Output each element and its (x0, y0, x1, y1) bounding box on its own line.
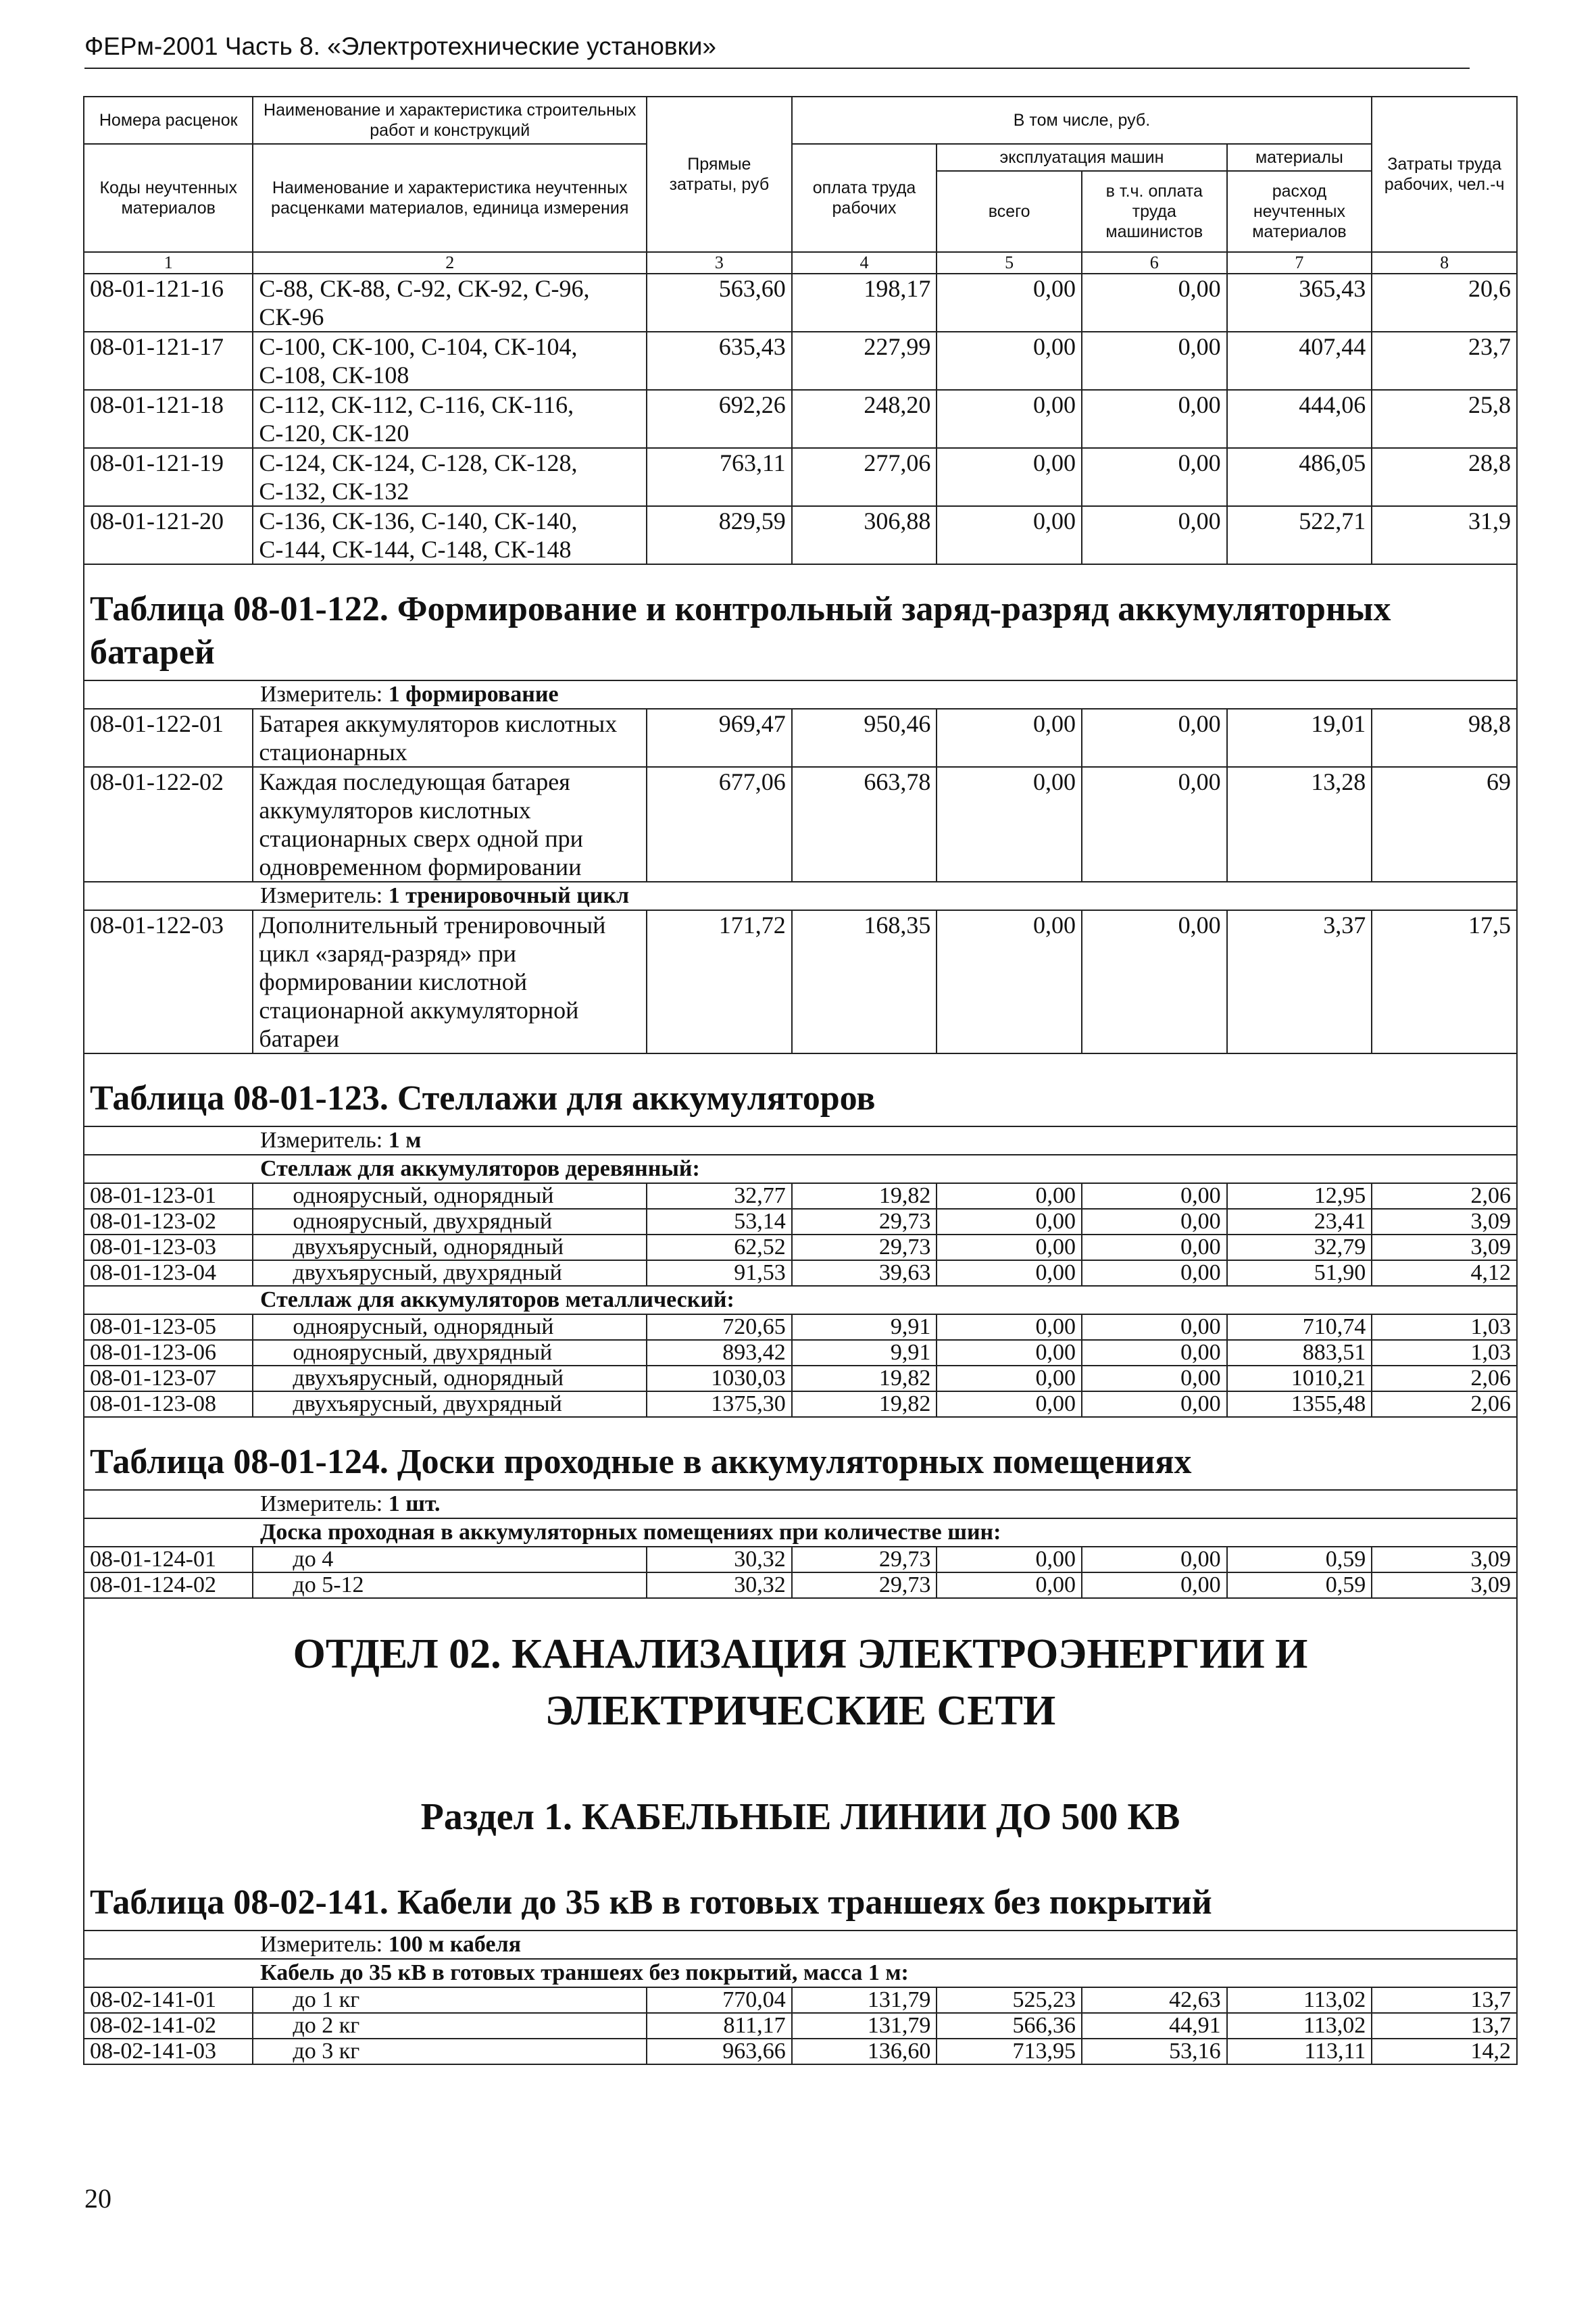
col-index: 3 (647, 252, 792, 274)
rate-code: 08-01-121-16 (84, 274, 253, 332)
direct-cost: 62,52 (647, 1235, 792, 1260)
table-title-row (84, 1053, 1517, 1126)
materials-cost: 3,37 (1227, 910, 1372, 1053)
direct-cost: 770,04 (647, 1987, 792, 2013)
table-row (84, 506, 1517, 564)
machines-cost: 0,00 (937, 390, 1082, 448)
rate-code: 08-01-123-02 (84, 1209, 253, 1235)
machines-cost: 0,00 (937, 1209, 1082, 1235)
direct-cost: 1030,03 (647, 1366, 792, 1391)
rate-code: 08-01-121-18 (84, 390, 253, 448)
materials-cost: 113,02 (1227, 1987, 1372, 2013)
group-header: Кабель до 35 кВ в готовых траншеях без покрытий, масса 1 м: (84, 1959, 1517, 1987)
machinist-wage: 0,00 (1082, 767, 1227, 882)
table-row (84, 1235, 1517, 1260)
machinist-wage: 0,00 (1082, 506, 1227, 564)
machinist-wage: 0,00 (1082, 1366, 1227, 1391)
table-row (84, 390, 1517, 448)
labor-cost: 13,7 (1372, 1987, 1517, 2013)
rate-name: двухъярусный, двухрядный (253, 1260, 647, 1286)
rate-code: 08-01-121-17 (84, 332, 253, 390)
machines-cost: 0,00 (937, 1260, 1082, 1286)
labor-cost: 1,03 (1372, 1314, 1517, 1340)
table-title: Таблица 08-01-124. Доски проходные в аккумуляторных помещениях (84, 1417, 1517, 1490)
col-header-materials: материалы (1227, 144, 1372, 171)
labor-cost: 2,06 (1372, 1183, 1517, 1209)
col-index: 1 (84, 252, 253, 274)
table-row (84, 910, 1517, 1053)
wage-cost: 277,06 (792, 448, 937, 506)
rate-code: 08-01-121-20 (84, 506, 253, 564)
column-index-row (84, 252, 1517, 274)
machinist-wage: 0,00 (1082, 1260, 1227, 1286)
wage-cost: 663,78 (792, 767, 937, 882)
rate-name: двухъярусный, однорядный (253, 1235, 647, 1260)
group-header: Стеллаж для аккумуляторов деревянный: (84, 1155, 1517, 1183)
rate-name: С-88, СК-88, С-92, СК-92, С-96, СК-96 (253, 274, 647, 332)
wage-cost: 39,63 (792, 1260, 937, 1286)
col-index: 4 (792, 252, 937, 274)
machines-cost: 525,23 (937, 1987, 1082, 2013)
wage-cost: 19,82 (792, 1391, 937, 1417)
machinist-wage: 0,00 (1082, 1391, 1227, 1417)
direct-cost: 963,66 (647, 2039, 792, 2064)
rate-name: одноярусный, однорядный (253, 1183, 647, 1209)
rate-name: одноярусный, двухрядный (253, 1209, 647, 1235)
table-row (84, 1391, 1517, 1417)
labor-cost: 17,5 (1372, 910, 1517, 1053)
labor-cost: 13,7 (1372, 2013, 1517, 2039)
section-heading-row (84, 1753, 1517, 1881)
unit-measure: Измеритель: 1 тренировочный цикл (84, 882, 1517, 910)
rate-code: 08-01-122-03 (84, 910, 253, 1053)
machines-cost: 0,00 (937, 709, 1082, 767)
labor-cost: 31,9 (1372, 506, 1517, 564)
materials-cost: 12,95 (1227, 1183, 1372, 1209)
rate-name: до 2 кг (253, 2013, 647, 2039)
department-heading: ОТДЕЛ 02. КАНАЛИЗАЦИЯ ЭЛЕКТРОЭНЕРГИИ И ЭЛЕКТРИЧЕСКИЕ СЕТИ (84, 1598, 1517, 1753)
machines-cost: 0,00 (937, 1547, 1082, 1572)
rate-code: 08-01-122-02 (84, 767, 253, 882)
wage-cost: 29,73 (792, 1572, 937, 1598)
direct-cost: 91,53 (647, 1260, 792, 1286)
machinist-wage: 42,63 (1082, 1987, 1227, 2013)
group-header-row (84, 1155, 1517, 1183)
column-header-row (84, 97, 1517, 144)
wage-cost: 198,17 (792, 274, 937, 332)
labor-cost: 23,7 (1372, 332, 1517, 390)
table-title-row (84, 1417, 1517, 1490)
machinist-wage: 0,00 (1082, 910, 1227, 1053)
rate-name: С-112, СК-112, С-116, СК-116, С-120, СК-120 (253, 390, 647, 448)
direct-cost: 32,77 (647, 1183, 792, 1209)
machinist-wage: 0,00 (1082, 1183, 1227, 1209)
direct-cost: 829,59 (647, 506, 792, 564)
machinist-wage: 0,00 (1082, 1547, 1227, 1572)
labor-cost: 25,8 (1372, 390, 1517, 448)
machinist-wage: 0,00 (1082, 1235, 1227, 1260)
materials-cost: 113,02 (1227, 2013, 1372, 2039)
materials-cost: 444,06 (1227, 390, 1372, 448)
machines-cost: 0,00 (937, 1366, 1082, 1391)
machines-cost: 713,95 (937, 2039, 1082, 2064)
unit-row (84, 1490, 1517, 1518)
unit-row (84, 1126, 1517, 1155)
materials-cost: 0,59 (1227, 1572, 1372, 1598)
rates-table (83, 96, 1518, 2065)
department-heading-row (84, 1598, 1517, 1753)
table-row (84, 767, 1517, 882)
rate-name: Батарея аккумуляторов кислотных стационарных (253, 709, 647, 767)
table-row (84, 2039, 1517, 2064)
table-row (84, 1183, 1517, 1209)
machinist-wage: 0,00 (1082, 1209, 1227, 1235)
machinist-wage: 0,00 (1082, 1340, 1227, 1366)
unit-measure: Измеритель: 1 формирование (84, 680, 1517, 709)
machines-cost: 0,00 (937, 274, 1082, 332)
table-title-row (84, 1881, 1517, 1931)
rate-name: двухъярусный, однорядный (253, 1366, 647, 1391)
unit-row (84, 882, 1517, 910)
wage-cost: 9,91 (792, 1340, 937, 1366)
col-header-machinist-wage: в т.ч. оплата труда машинистов (1082, 171, 1227, 252)
materials-cost: 883,51 (1227, 1340, 1372, 1366)
rate-code: 08-01-123-03 (84, 1235, 253, 1260)
machinist-wage: 0,00 (1082, 1314, 1227, 1340)
table-141-rows (84, 1987, 1517, 2064)
table-title: Таблица 08-02-141. Кабели до 35 кВ в готовых траншеях без покрытий (84, 1881, 1517, 1931)
direct-cost: 563,60 (647, 274, 792, 332)
rate-name: одноярусный, двухрядный (253, 1340, 647, 1366)
unit-row (84, 680, 1517, 709)
table-row (84, 1987, 1517, 2013)
unit-row (84, 1931, 1517, 1959)
table-row (84, 709, 1517, 767)
group-header-row (84, 1518, 1517, 1547)
col-header-material-consumption: расход неучтенных материалов (1227, 171, 1372, 252)
direct-cost: 720,65 (647, 1314, 792, 1340)
col-index: 2 (253, 252, 647, 274)
rate-code: 08-01-123-07 (84, 1366, 253, 1391)
rate-name: Каждая последующая батарея аккумуляторов кислотных стационарных сверх одной при одновременном формировании (253, 767, 647, 882)
labor-cost: 3,09 (1372, 1235, 1517, 1260)
rate-code: 08-01-122-01 (84, 709, 253, 767)
materials-cost: 522,71 (1227, 506, 1372, 564)
col-index: 5 (937, 252, 1082, 274)
table-row (84, 274, 1517, 332)
wage-cost: 227,99 (792, 332, 937, 390)
materials-cost: 486,05 (1227, 448, 1372, 506)
machinist-wage: 53,16 (1082, 2039, 1227, 2064)
rate-code: 08-01-123-08 (84, 1391, 253, 1417)
col-header-machines: эксплуатация машин (937, 144, 1226, 171)
materials-cost: 710,74 (1227, 1314, 1372, 1340)
col-header-wage: оплата труда рабочих (792, 144, 937, 252)
materials-cost: 19,01 (1227, 709, 1372, 767)
machinist-wage: 0,00 (1082, 274, 1227, 332)
table-row (84, 2013, 1517, 2039)
labor-cost: 20,6 (1372, 274, 1517, 332)
column-header-row (84, 144, 1517, 171)
rate-name: С-136, СК-136, С-140, СК-140, С-144, СК-144, С-148, СК-148 (253, 506, 647, 564)
wage-cost: 131,79 (792, 2013, 937, 2039)
materials-cost: 365,43 (1227, 274, 1372, 332)
rate-name: до 5-12 (253, 1572, 647, 1598)
machines-cost: 0,00 (937, 910, 1082, 1053)
unit-measure: Измеритель: 100 м кабеля (84, 1931, 1517, 1959)
table-row (84, 1572, 1517, 1598)
wage-cost: 29,73 (792, 1547, 937, 1572)
table-124-rows (84, 1547, 1517, 1598)
materials-cost: 113,11 (1227, 2039, 1372, 2064)
labor-cost: 1,03 (1372, 1340, 1517, 1366)
col-header-codes-bottom: Коды неучтенных материалов (84, 144, 253, 252)
rate-code: 08-01-123-04 (84, 1260, 253, 1286)
labor-cost: 3,09 (1372, 1209, 1517, 1235)
labor-cost: 98,8 (1372, 709, 1517, 767)
materials-cost: 1355,48 (1227, 1391, 1372, 1417)
wage-cost: 248,20 (792, 390, 937, 448)
unit-measure: Измеритель: 1 шт. (84, 1490, 1517, 1518)
table-title: Таблица 08-01-122. Формирование и контрольный заряд-разряд аккумуляторных батарей (84, 564, 1517, 680)
materials-cost: 1010,21 (1227, 1366, 1372, 1391)
direct-cost: 30,32 (647, 1547, 792, 1572)
machines-cost: 0,00 (937, 1314, 1082, 1340)
labor-cost: 2,06 (1372, 1366, 1517, 1391)
rate-name: одноярусный, однорядный (253, 1314, 647, 1340)
wage-cost: 168,35 (792, 910, 937, 1053)
wage-cost: 306,88 (792, 506, 937, 564)
materials-cost: 23,41 (1227, 1209, 1372, 1235)
machines-cost: 0,00 (937, 448, 1082, 506)
materials-cost: 51,90 (1227, 1260, 1372, 1286)
table-row (84, 1340, 1517, 1366)
table-row (84, 448, 1517, 506)
machinist-wage: 44,91 (1082, 2013, 1227, 2039)
labor-cost: 14,2 (1372, 2039, 1517, 2064)
group-header: Доска проходная в аккумуляторных помещениях при количестве шин: (84, 1518, 1517, 1547)
direct-cost: 677,06 (647, 767, 792, 882)
direct-cost: 811,17 (647, 2013, 792, 2039)
section-heading: Раздел 1. КАБЕЛЬНЫЕ ЛИНИИ ДО 500 КВ (84, 1753, 1517, 1881)
rate-name: до 4 (253, 1547, 647, 1572)
rate-code: 08-01-123-06 (84, 1340, 253, 1366)
machines-cost: 0,00 (937, 506, 1082, 564)
wage-cost: 131,79 (792, 1987, 937, 2013)
direct-cost: 763,11 (647, 448, 792, 506)
group-header: Стеллаж для аккумуляторов металлический: (84, 1286, 1517, 1314)
table-123-rows (84, 1183, 1517, 1286)
col-index: 6 (1082, 252, 1227, 274)
materials-cost: 32,79 (1227, 1235, 1372, 1260)
direct-cost: 30,32 (647, 1572, 792, 1598)
rate-code: 08-01-123-01 (84, 1183, 253, 1209)
col-header-name-bottom: Наименование и характеристика неучтенных расценками материалов, единица измерения (253, 144, 647, 252)
wage-cost: 950,46 (792, 709, 937, 767)
table-row (84, 332, 1517, 390)
materials-cost: 407,44 (1227, 332, 1372, 390)
table-122-rows (84, 709, 1517, 882)
wage-cost: 136,60 (792, 2039, 937, 2064)
wage-cost: 9,91 (792, 1314, 937, 1340)
unit-measure: Измеритель: 1 м (84, 1126, 1517, 1155)
direct-cost: 969,47 (647, 709, 792, 767)
wage-cost: 19,82 (792, 1366, 937, 1391)
table-row (84, 1366, 1517, 1391)
labor-cost: 3,09 (1372, 1572, 1517, 1598)
rate-name: С-100, СК-100, С-104, СК-104, С-108, СК-108 (253, 332, 647, 390)
col-header-direct: Прямые затраты, руб (647, 97, 792, 252)
table-title-row (84, 564, 1517, 680)
col-index: 8 (1372, 252, 1517, 274)
table-row (84, 1209, 1517, 1235)
rate-code: 08-01-124-02 (84, 1572, 253, 1598)
machines-cost: 0,00 (937, 1572, 1082, 1598)
table-row (84, 1547, 1517, 1572)
machines-cost: 0,00 (937, 1391, 1082, 1417)
rates-table-container (83, 96, 1518, 2065)
machinist-wage: 0,00 (1082, 390, 1227, 448)
col-header-labor: Затраты труда рабочих, чел.-ч (1372, 97, 1517, 252)
machines-cost: 0,00 (937, 332, 1082, 390)
table-121-rows (84, 274, 1517, 564)
direct-cost: 53,14 (647, 1209, 792, 1235)
rate-name: до 3 кг (253, 2039, 647, 2064)
table-122-rows-2 (84, 910, 1517, 1053)
rate-code: 08-02-141-02 (84, 2013, 253, 2039)
wage-cost: 29,73 (792, 1209, 937, 1235)
table-123-rows-2 (84, 1314, 1517, 1417)
rate-code: 08-01-124-01 (84, 1547, 253, 1572)
page-number: 20 (84, 2183, 111, 2214)
labor-cost: 3,09 (1372, 1547, 1517, 1572)
col-header-codes-top: Номера расценок (84, 97, 253, 144)
rate-code: 08-02-141-01 (84, 1987, 253, 2013)
direct-cost: 692,26 (647, 390, 792, 448)
rate-code: 08-02-141-03 (84, 2039, 253, 2064)
labor-cost: 4,12 (1372, 1260, 1517, 1286)
rate-name: Дополнительный тренировочный цикл «заряд-разряд» при формировании кислотной стационарной аккумуляторной батареи (253, 910, 647, 1053)
wage-cost: 19,82 (792, 1183, 937, 1209)
labor-cost: 69 (1372, 767, 1517, 882)
machines-cost: 0,00 (937, 1340, 1082, 1366)
materials-cost: 0,59 (1227, 1547, 1372, 1572)
table-row (84, 1260, 1517, 1286)
table-row (84, 1314, 1517, 1340)
direct-cost: 171,72 (647, 910, 792, 1053)
machinist-wage: 0,00 (1082, 1572, 1227, 1598)
col-header-total: всего (937, 171, 1082, 252)
table-title: Таблица 08-01-123. Стеллажи для аккумуляторов (84, 1053, 1517, 1126)
direct-cost: 1375,30 (647, 1391, 792, 1417)
rate-code: 08-01-121-19 (84, 448, 253, 506)
machinist-wage: 0,00 (1082, 709, 1227, 767)
direct-cost: 893,42 (647, 1340, 792, 1366)
direct-cost: 635,43 (647, 332, 792, 390)
col-header-name-top: Наименование и характеристика строительных работ и конструкций (253, 97, 647, 144)
labor-cost: 2,06 (1372, 1391, 1517, 1417)
machinist-wage: 0,00 (1082, 332, 1227, 390)
rate-name: до 1 кг (253, 1987, 647, 2013)
machines-cost: 0,00 (937, 767, 1082, 882)
rate-name: двухъярусный, двухрядный (253, 1391, 647, 1417)
group-header-row (84, 1959, 1517, 1987)
machines-cost: 0,00 (937, 1235, 1082, 1260)
rate-code: 08-01-123-05 (84, 1314, 253, 1340)
labor-cost: 28,8 (1372, 448, 1517, 506)
machines-cost: 566,36 (937, 2013, 1082, 2039)
rate-name: С-124, СК-124, С-128, СК-128, С-132, СК-132 (253, 448, 647, 506)
col-header-including: В том числе, руб. (792, 97, 1372, 144)
running-header: ФЕРм-2001 Часть 8. «Электротехнические установки» (84, 32, 1470, 69)
wage-cost: 29,73 (792, 1235, 937, 1260)
materials-cost: 13,28 (1227, 767, 1372, 882)
machines-cost: 0,00 (937, 1183, 1082, 1209)
group-header-row (84, 1286, 1517, 1314)
machinist-wage: 0,00 (1082, 448, 1227, 506)
col-index: 7 (1227, 252, 1372, 274)
